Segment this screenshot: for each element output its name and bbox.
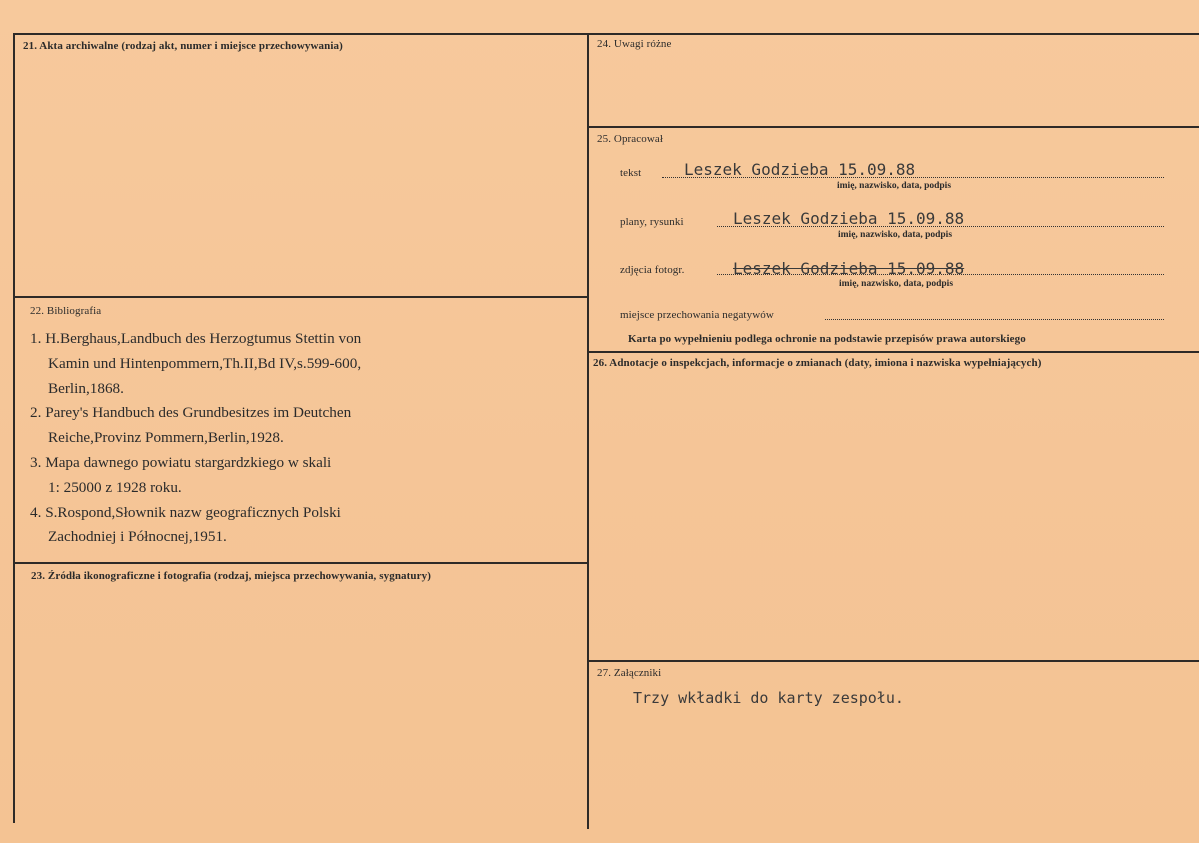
left-h-divider-1 — [13, 296, 588, 298]
section-24-label: 24. Uwagi różne — [597, 38, 672, 50]
section-23-label: 23. Źródła ikonograficzne i fotografia (rodzaj, miejsca przechowywania, sygnatury) — [31, 570, 431, 582]
bibliography-list — [30, 327, 361, 550]
right-h-divider-3 — [588, 660, 1199, 662]
bibliography-line: 2. Parey's Handbuch des Grundbesitzes im Deutchen — [30, 404, 352, 422]
tekst-value: Leszek Godzieba 15.09.88 — [684, 160, 916, 179]
left-h-divider-2 — [13, 562, 588, 564]
bibliography-line: Reiche,Provinz Pommern,Berlin,1928. — [48, 429, 284, 447]
section-25-label: 25. Opracował — [597, 133, 664, 145]
attachments-value: Trzy wkładki do karty zespołu. — [633, 689, 904, 707]
plany-value: Leszek Godzieba 15.09.88 — [733, 209, 965, 228]
right-h-divider-1 — [588, 126, 1199, 128]
zdjecia-label: zdjęcia fotogr. — [620, 264, 685, 276]
section-27-label: 27. Załączniki — [597, 667, 662, 679]
plany-label: plany, rysunki — [620, 216, 684, 228]
tekst-caption: imię, nazwisko, data, podpis — [837, 181, 952, 191]
center-divider — [587, 33, 589, 829]
zdjecia-caption: imię, nazwisko, data, podpis — [839, 279, 954, 289]
negatives-line — [825, 319, 1164, 320]
section-26-label: 26. Adnotacje o inspekcjach, informacje o zmianach (daty, imiona i nazwiska wypełniających) — [593, 357, 1042, 369]
bibliography-line: 3. Mapa dawnego powiatu stargardzkiego w skali — [30, 453, 332, 471]
bibliography-line: Zachodniej i Północnej,1951. — [48, 528, 227, 546]
tekst-label: tekst — [620, 167, 642, 179]
bibliography-line: 1. H.Berghaus,Landbuch des Herzogtumus Stettin von — [30, 330, 362, 347]
section-21-label: 21. Akta archiwalne (rodzaj akt, numer i miejsce przechowywania) — [23, 40, 343, 52]
bibliography-line: 4. S.Rospond,Słownik nazw geograficznych Polski — [30, 503, 341, 521]
top-border — [13, 33, 1199, 35]
negatives-label: miejsce przechowania negatywów — [620, 309, 774, 321]
bibliography-line: 1: 25000 z 1928 roku. — [48, 478, 182, 496]
plany-caption: imię, nazwisko, data, podpis — [838, 230, 953, 240]
right-h-divider-2 — [588, 351, 1199, 353]
left-border — [13, 33, 15, 823]
zdjecia-value: Leszek Godzieba 15.09.88 — [733, 259, 965, 278]
bibliography-line: Kamin und Hintenpommern,Th.II,Bd IV,s.599-600, — [48, 354, 362, 372]
section-22-label: 22. Bibliografia — [30, 305, 102, 317]
copyright-note: Karta po wypełnieniu podlega ochronie na podstawie przepisów prawa autorskiego — [628, 333, 1026, 345]
bibliography-line: Berlin,1868. — [48, 379, 124, 397]
